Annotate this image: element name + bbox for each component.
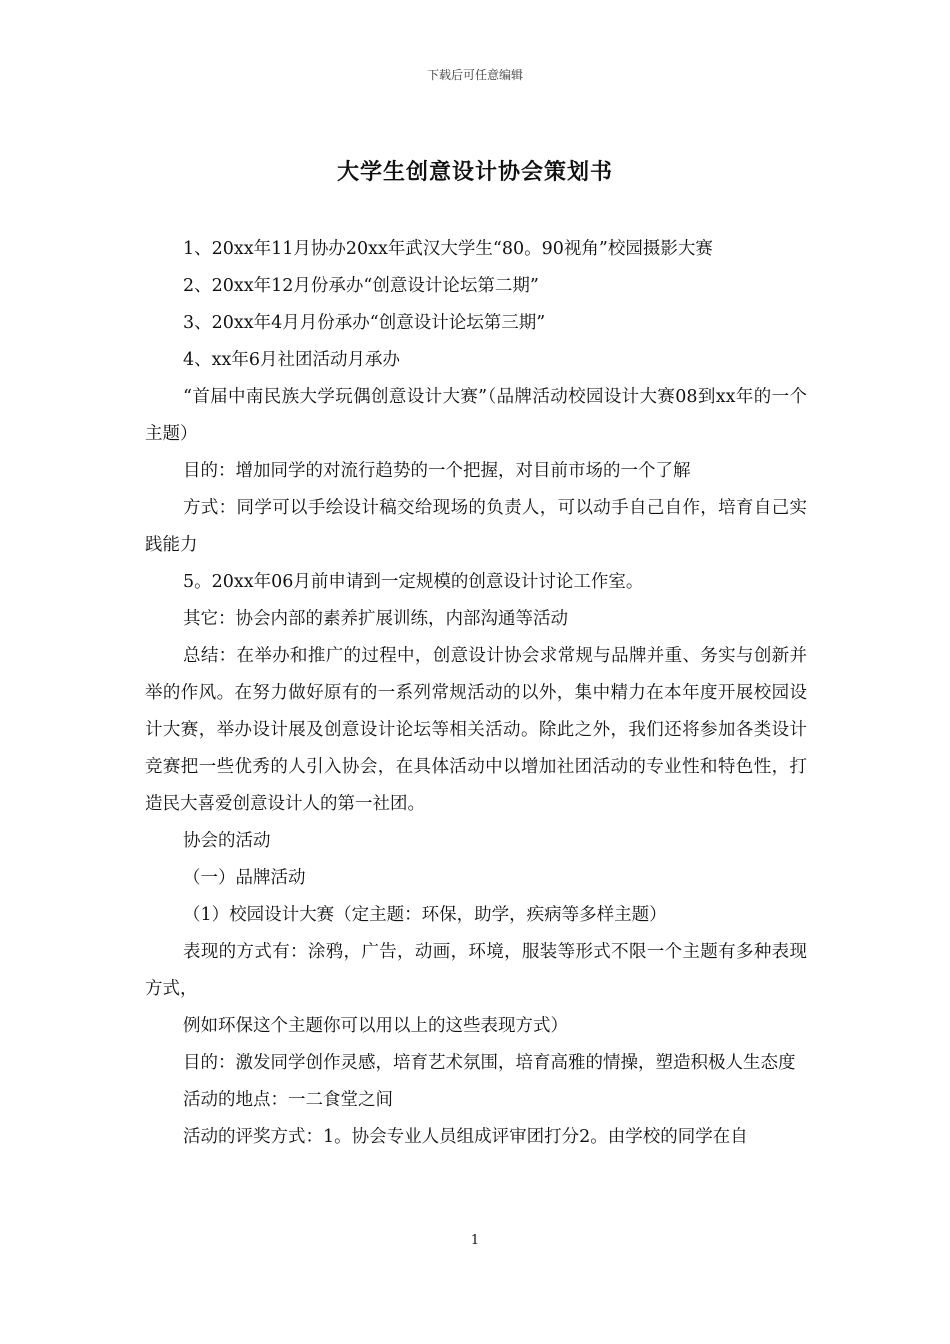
paragraph-method: 方式：同学可以手绘设计稿交给现场的负责人，可以动手自己自作，培育自己实践能力 — [145, 498, 807, 555]
subheading-brand-activities: （一）品牌活动 — [183, 868, 306, 888]
header-note: 下载后可任意编辑 — [426, 68, 523, 82]
paragraph-summary: 总结：在举办和推广的过程中，创意设计协会求常规与品牌并重、务实与创新并举的作风。在努力做好原有的一系列常规活动的以外，集中精力在本年度开展校园设计大赛，举办设计展及创意设计论坛等相关活动。除此之外，我们还将参加各类设计竞赛把一些优秀的人引入协会，在具体活动中以增加社团活动的专业性和特色性，打造民大喜爱创意设计人的第一社团。 — [145, 646, 807, 814]
paragraph-judging-method: 活动的评奖方式：1。协会专业人员组成评审团打分2。由学校的同学在自 — [183, 1127, 748, 1147]
paragraph-location: 活动的地点：一二食堂之间 — [183, 1090, 393, 1110]
document-body — [145, 231, 807, 1156]
paragraph-contest-purpose: 目的：激发同学创作灵感，培育艺术氛围，培育高雅的情操，塑造积极人生态度 — [183, 1053, 796, 1073]
paragraph-event-title: “首届中南民族大学玩偶创意设计大赛”（品牌活动校园设计大赛08到xx年的一个主题） — [145, 387, 807, 444]
page-number: 1 — [470, 1233, 480, 1248]
paragraph-other: 其它：协会内部的素养扩展训练，内部沟通等活动 — [183, 609, 568, 629]
paragraph-item-3: 3、20xx年4月月份承办“创意设计论坛第三期” — [183, 313, 546, 333]
paragraph-item-4: 4、xx年6月社团活动月承办 — [183, 350, 401, 370]
section-heading-activities: 协会的活动 — [183, 831, 271, 851]
subheading-campus-design-contest: （1）校园设计大赛（定主题：环保，助学，疾病等多样主题） — [183, 905, 667, 925]
paragraph-item-5: 5。20xx年06月前申请到一定规模的创意设计讨论工作室。 — [183, 572, 644, 592]
paragraph-item-1: 1、20xx年11月协办20xx年武汉大学生“80。90视角”校园摄影大赛 — [183, 239, 713, 259]
paragraph-item-2: 2、20xx年12月份承办“创意设计论坛第二期” — [183, 276, 539, 296]
document-title: 大学生创意设计协会策划书 — [336, 159, 613, 185]
paragraph-purpose: 目的：增加同学的对流行趋势的一个把握，对目前市场的一个了解 — [183, 461, 691, 481]
paragraph-expression-forms: 表现的方式有：涂鸦，广告，动画，环境，服装等形式不限一个主题有多种表现方式， — [145, 942, 807, 999]
paragraph-example: 例如环保这个主题你可以用以上的这些表现方式） — [183, 1016, 568, 1036]
